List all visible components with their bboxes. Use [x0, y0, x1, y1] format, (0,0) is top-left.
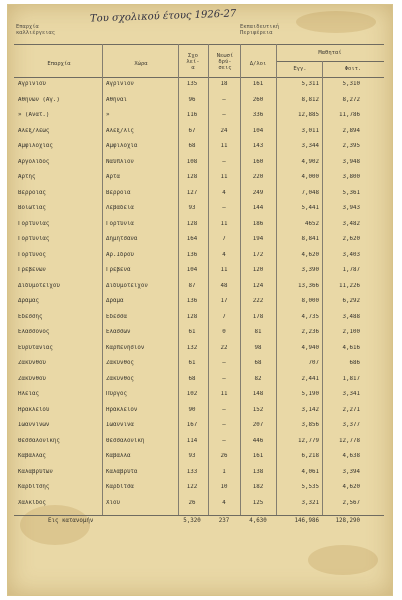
cell-schools: 96 — [188, 96, 196, 103]
cell-town: Γορτύνια — [106, 220, 134, 227]
header-right-line: Εκπαιδευτική — [240, 24, 279, 30]
cell-town: Βέρροια — [106, 189, 131, 196]
table-row — [8, 172, 392, 188]
cell-teachers: 98 — [254, 344, 262, 351]
cell-schools: 67 — [188, 127, 196, 134]
cell-registered: 4,735 — [301, 313, 319, 320]
cell-attending: 3,482 — [342, 220, 360, 227]
cell-town: Διδυμότειχον — [106, 282, 148, 289]
cell-attending: 3,341 — [342, 391, 360, 397]
cell-town: Ναύπλιον — [106, 158, 134, 165]
table-row — [8, 405, 392, 421]
cell-town: Ίωάννινα — [106, 422, 134, 428]
header-left-line: καλλιέργειας — [16, 29, 55, 36]
cell-new-schools: 48 — [220, 282, 228, 289]
cell-attending: 4,638 — [342, 453, 360, 459]
totals-rule — [14, 515, 384, 516]
cell-new-schools: 22 — [220, 344, 228, 351]
cell-new-schools: 7 — [222, 236, 226, 242]
cell-town: Καλάβρυτα — [106, 468, 138, 475]
cell-schools: 128 — [186, 313, 198, 320]
cell-town: Ήράκλειον — [106, 406, 138, 413]
table-row — [8, 312, 392, 328]
cell-attending: 3,800 — [342, 174, 360, 180]
cell-registered: 3,142 — [301, 406, 319, 413]
cell-province: Ζακύνθου — [18, 360, 46, 366]
cell-schools: 68 — [188, 143, 196, 149]
cell-town: Γρεβενά — [106, 267, 131, 273]
cell-attending: 3,377 — [342, 422, 360, 428]
table-row — [8, 343, 392, 359]
col-header-students: Μαθηταί — [318, 50, 342, 56]
cell-teachers: 160 — [252, 158, 264, 165]
cell-town: Έλασσών — [106, 329, 131, 335]
cell-province: Έλασσόνος — [18, 329, 50, 335]
cell-province: Αθηνών (Αγ.) — [18, 96, 60, 103]
cell-town: Χίου — [106, 499, 120, 506]
cell-attending: 12,778 — [339, 437, 360, 444]
cell-schools: 127 — [186, 189, 198, 196]
cell-new-schools: 4 — [222, 251, 226, 258]
cell-registered: 4652 — [305, 220, 319, 227]
table-row — [8, 374, 392, 390]
totals-teachers: 4,630 — [249, 518, 267, 524]
cell-province: » (Ανατ.) — [18, 112, 50, 118]
cell-schools: 108 — [186, 158, 198, 165]
cell-town: Άρτα — [106, 174, 120, 180]
cell-schools: 102 — [186, 391, 198, 397]
totals-row — [8, 517, 392, 531]
cell-registered: 8,000 — [301, 298, 319, 304]
cell-registered: 3,856 — [301, 422, 319, 428]
cell-province: Βερροίας — [18, 189, 46, 196]
col-header-new-schools — [210, 54, 240, 71]
cell-teachers: 125 — [252, 499, 264, 506]
cell-province: Ίωαννίνων — [18, 422, 50, 428]
col-header-registered: Εγγ. — [293, 66, 307, 72]
table-row — [8, 482, 392, 498]
cell-schools: 93 — [188, 205, 196, 211]
cell-teachers: 222 — [252, 298, 264, 304]
cell-new-schools: — — [222, 422, 226, 428]
cell-new-schools: — — [222, 375, 226, 382]
cell-teachers: 81 — [254, 329, 262, 335]
cell-town: » — [106, 112, 110, 118]
cell-town: Καρπενήσιον — [106, 344, 145, 351]
cell-province: Γορτυνος — [18, 251, 46, 258]
cell-new-schools: 11 — [220, 220, 228, 227]
cell-new-schools: — — [222, 158, 226, 165]
cell-registered: 4,000 — [301, 174, 319, 180]
cell-teachers: 194 — [252, 236, 264, 242]
cell-new-schools: 26 — [220, 453, 228, 459]
cell-registered: 5,311 — [301, 81, 319, 87]
header-left — [16, 25, 55, 37]
cell-new-schools: 1 — [222, 468, 226, 475]
cell-new-schools: 7 — [222, 313, 226, 320]
cell-new-schools: 10 — [220, 484, 228, 490]
cell-schools: 167 — [186, 422, 198, 428]
cell-town: Καβάλλα — [106, 453, 131, 459]
cell-province: Αμφιλοχίας — [18, 143, 53, 149]
cell-schools: 93 — [188, 453, 196, 459]
cell-schools: 61 — [188, 329, 196, 335]
table-row — [8, 265, 392, 281]
cell-schools: 164 — [186, 236, 198, 242]
cell-province: Βοιωτίας — [18, 205, 46, 211]
table-row — [8, 281, 392, 297]
cell-new-schools: — — [222, 437, 226, 444]
cell-teachers: 144 — [252, 205, 264, 211]
cell-new-schools: 17 — [220, 298, 228, 304]
table-top-rule — [14, 44, 384, 45]
cell-teachers: 82 — [254, 375, 262, 382]
cell-schools: 135 — [186, 81, 198, 87]
cell-attending: 2,271 — [342, 406, 360, 413]
cell-province: Αγρινίου — [18, 81, 46, 87]
cell-teachers: 178 — [252, 313, 264, 320]
table-header-rule — [14, 77, 384, 78]
cell-town: Καρδίτσα — [106, 484, 134, 490]
cell-new-schools: 11 — [220, 143, 228, 149]
cell-teachers: 120 — [252, 267, 264, 273]
header-right-line: Περιφέρεια — [240, 29, 273, 36]
cell-attending: 8,272 — [342, 96, 360, 103]
cell-new-schools: — — [222, 360, 226, 366]
table-row — [8, 327, 392, 343]
cell-teachers: 68 — [254, 360, 262, 366]
col-header-schools-line: Σχο — [188, 53, 198, 59]
cell-province: Άρτης — [18, 174, 36, 180]
col-header-province: Επαρχία — [47, 61, 71, 67]
cell-teachers: 220 — [252, 174, 264, 180]
cell-attending: 3,403 — [342, 251, 360, 258]
col-header-schools-line: λεί- — [186, 58, 200, 65]
cell-province: Διδυμοτείχου — [18, 282, 60, 289]
cell-new-schools: — — [222, 205, 226, 211]
cell-teachers: 260 — [252, 96, 264, 103]
cell-schools: 87 — [188, 282, 196, 289]
cell-attending: 2,567 — [342, 499, 360, 506]
cell-registered: 3,390 — [301, 267, 319, 273]
cell-province: Αλεξ/λεως — [18, 127, 50, 134]
table-row — [8, 234, 392, 250]
cell-new-schools: 4 — [222, 499, 226, 506]
cell-attending: 4,616 — [342, 344, 360, 351]
cell-province: Καρδίτσης — [18, 484, 50, 490]
cell-registered: 5,190 — [301, 391, 319, 397]
cell-new-schools: 4 — [222, 189, 226, 196]
cell-schools: 68 — [188, 375, 196, 382]
cell-province: Ζακύνθου — [18, 375, 46, 382]
table-row — [8, 498, 392, 514]
col-header-town: Χώρα — [134, 61, 148, 67]
cell-schools: 114 — [186, 437, 198, 444]
cell-registered: 2,441 — [301, 375, 319, 382]
cell-town: Δράμα — [106, 298, 124, 304]
cell-registered: 2,236 — [301, 329, 319, 335]
document-sheet — [7, 4, 393, 596]
cell-attending: 11,786 — [339, 112, 360, 118]
table-row — [8, 126, 392, 142]
col-header-attending: Φοιτ. — [344, 66, 362, 72]
cell-registered: 4,620 — [301, 251, 319, 258]
cell-registered: 8,812 — [301, 96, 319, 103]
students-subrule — [276, 61, 384, 62]
header-right — [240, 25, 279, 37]
cell-registered: 6,218 — [301, 453, 319, 459]
cell-registered: 5,441 — [301, 205, 319, 211]
totals-registered: 146,986 — [294, 518, 319, 524]
cell-attending: 6,292 — [342, 298, 360, 304]
cell-town: Ζάκυνθος — [106, 360, 134, 366]
totals-label: Εις κατανομήν — [48, 518, 94, 524]
cell-registered: 4,061 — [301, 468, 319, 475]
col-header-schools-line: α — [191, 64, 195, 71]
cell-new-schools: 0 — [222, 329, 226, 335]
cell-teachers: 161 — [252, 453, 264, 459]
cell-registered: 5,535 — [301, 484, 319, 490]
col-header-new-line: δρύ- — [218, 58, 232, 65]
cell-attending: 11,226 — [339, 282, 360, 289]
cell-registered: 7,048 — [301, 189, 319, 196]
cell-schools: 133 — [186, 468, 198, 475]
cell-schools: 128 — [186, 174, 198, 180]
cell-attending: 1,817 — [342, 375, 360, 382]
cell-teachers: 143 — [252, 143, 264, 149]
cell-province: Ηρακλείου — [18, 406, 50, 413]
cell-attending: 3,394 — [342, 468, 360, 475]
table-row — [8, 79, 392, 95]
table-row — [8, 296, 392, 312]
cell-province: Γορτυνίας — [18, 220, 50, 227]
cell-schools: 26 — [188, 499, 196, 506]
cell-attending: 5,361 — [342, 189, 360, 196]
cell-teachers: 186 — [252, 220, 264, 227]
cell-province: Καλαβρύτων — [18, 468, 53, 475]
cell-schools: 61 — [188, 360, 196, 366]
cell-attending: 3,488 — [342, 313, 360, 320]
cell-town: Αγρίνιον — [106, 81, 134, 87]
cell-registered: 3,011 — [301, 127, 319, 134]
cell-teachers: 148 — [252, 391, 264, 397]
cell-attending: 3,943 — [342, 205, 360, 211]
cell-schools: 104 — [186, 267, 198, 273]
cell-town: Αλεξ/λις — [106, 127, 134, 134]
table-row — [8, 219, 392, 235]
cell-registered: 4,902 — [301, 158, 319, 165]
cell-registered: 12,779 — [298, 437, 319, 444]
table-row — [8, 188, 392, 204]
cell-teachers: 104 — [252, 127, 264, 134]
cell-registered: 8,841 — [301, 236, 319, 242]
cell-province: Θεσσαλονίκης — [18, 437, 60, 444]
cell-attending: 5,310 — [342, 81, 360, 87]
cell-attending: 2,100 — [342, 329, 360, 335]
table-row — [8, 157, 392, 173]
table-row — [8, 420, 392, 436]
paper-stain — [296, 11, 376, 33]
handwritten-title: Του σχολικού έτους 1926-27 — [89, 8, 237, 25]
cell-attending: 2,395 — [342, 143, 360, 149]
cell-new-schools: 24 — [220, 127, 228, 134]
cell-town: Δημητσάνα — [106, 236, 138, 242]
cell-schools: 136 — [186, 298, 198, 304]
col-header-schools — [180, 54, 206, 71]
cell-teachers: 446 — [252, 437, 264, 444]
table-row — [8, 95, 392, 111]
cell-town: Λεβάδεια — [106, 205, 134, 211]
cell-province: Ευρυτανίας — [18, 344, 53, 351]
cell-province: Έδέσσης — [18, 313, 43, 320]
cell-province: Ήλείας — [18, 391, 39, 397]
cell-teachers: 207 — [252, 422, 264, 428]
totals-new: 237 — [218, 518, 230, 524]
table-row — [8, 141, 392, 157]
table-row — [8, 110, 392, 126]
cell-registered: 13,366 — [298, 282, 319, 289]
cell-teachers: 152 — [252, 406, 264, 413]
table-row — [8, 358, 392, 374]
cell-attending: 3,948 — [342, 158, 360, 165]
cell-province: Χαλκίδος — [18, 499, 46, 506]
cell-town: Πύργος — [106, 391, 127, 397]
table-row — [8, 467, 392, 483]
cell-province: Γρεβενών — [18, 267, 46, 273]
cell-registered: 3,321 — [301, 499, 319, 506]
cell-attending: 686 — [349, 360, 360, 366]
cell-new-schools: — — [222, 112, 226, 118]
cell-province: Καβάλλας — [18, 453, 46, 459]
cell-attending: 1,787 — [342, 267, 360, 273]
col-header-new-line: Νεωσί — [216, 53, 234, 59]
table-row — [8, 436, 392, 452]
cell-teachers: 172 — [252, 251, 264, 258]
col-header-teachers: Δ/λοι — [249, 61, 267, 67]
cell-teachers: 336 — [252, 112, 264, 118]
table-row — [8, 203, 392, 219]
cell-new-schools: 11 — [220, 174, 228, 180]
cell-new-schools: 11 — [220, 267, 228, 273]
cell-schools: 90 — [188, 406, 196, 413]
table-row — [8, 389, 392, 405]
cell-new-schools: 18 — [220, 81, 228, 87]
cell-registered: 707 — [308, 360, 319, 366]
header-left-line: Επαρχία — [16, 24, 39, 30]
cell-registered: 12,885 — [298, 112, 319, 118]
cell-attending: 2,894 — [342, 127, 360, 134]
cell-registered: 4,940 — [301, 344, 319, 351]
cell-schools: 136 — [186, 251, 198, 258]
cell-schools: 132 — [186, 344, 198, 351]
cell-town: Αθήναι — [106, 96, 127, 103]
totals-schools: 5,320 — [183, 518, 201, 524]
cell-teachers: 161 — [252, 81, 264, 87]
cell-new-schools: — — [222, 406, 226, 413]
cell-teachers: 249 — [252, 189, 264, 196]
cell-schools: 122 — [186, 484, 198, 490]
cell-schools: 116 — [186, 112, 198, 118]
cell-teachers: 124 — [252, 282, 264, 289]
cell-new-schools: 11 — [220, 391, 228, 397]
table-row — [8, 250, 392, 266]
cell-attending: 2,620 — [342, 236, 360, 242]
cell-town: Αρ.Ιδρου — [106, 251, 134, 258]
cell-town: Θεσσαλονίκη — [106, 437, 145, 444]
cell-attending: 4,620 — [342, 484, 360, 490]
cell-province: Δράμας — [18, 298, 39, 304]
cell-town: Έδεσσα — [106, 313, 127, 320]
table-row — [8, 451, 392, 467]
cell-teachers: 182 — [252, 484, 264, 490]
cell-registered: 3,344 — [301, 143, 319, 149]
cell-town: Ζάκυνθος — [106, 375, 134, 382]
cell-town: Αμφιλοχία — [106, 143, 138, 149]
cell-teachers: 138 — [252, 468, 264, 475]
cell-province: Γορτυνίας — [18, 236, 50, 242]
cell-province: Αργολίδος — [18, 158, 50, 165]
cell-schools: 128 — [186, 220, 198, 227]
paper-stain — [308, 545, 378, 575]
totals-attending: 128,290 — [335, 518, 360, 524]
cell-new-schools: — — [222, 96, 226, 103]
col-header-new-line: σεις — [218, 64, 232, 71]
